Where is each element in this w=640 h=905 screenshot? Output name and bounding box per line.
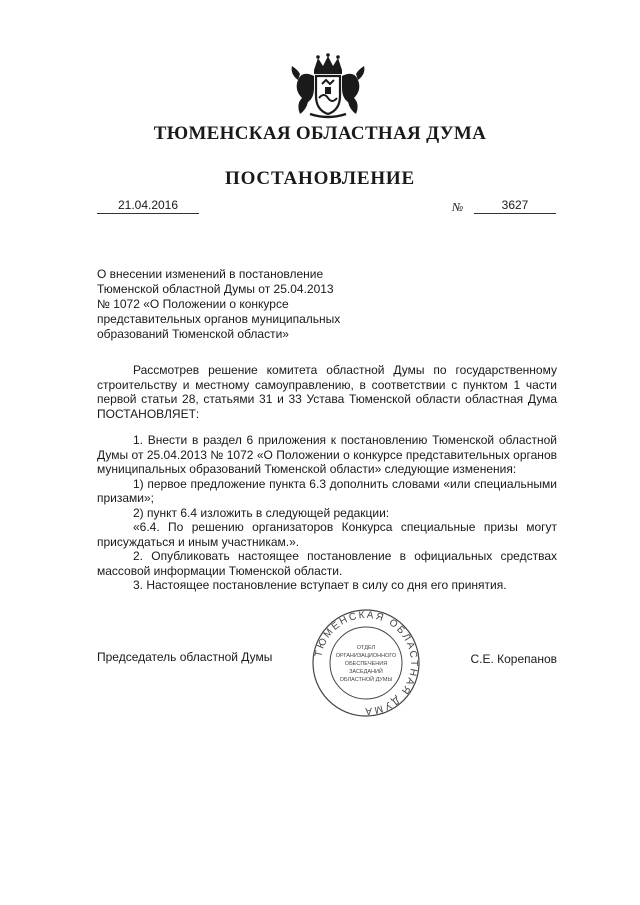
tyumen-coat-of-arms-icon	[286, 52, 370, 122]
body-paragraph: Рассмотрев решение комитета областной Думы по государственному строительству и местному самоуправлению, в соответствии с пунктом 1 части первой статьи 28, статьями 31 и 33 Устава Тюменской области областная Дума ПОСТАНОВЛЯЕТ:	[97, 363, 557, 421]
organization-title: ТЮМЕНСКАЯ ОБЛАСТНАЯ ДУМА	[153, 123, 487, 144]
subject-line: О внесении изменений в постановление	[97, 267, 324, 281]
svg-text:ОБЛАСТНОЙ ДУМЫ: ОБЛАСТНОЙ ДУМЫ	[339, 677, 393, 683]
svg-text:ТЮМЕНСКАЯ ОБЛАСТНАЯ ДУМА: ТЮМЕНСКАЯ ОБЛАСТНАЯ ДУМА	[313, 609, 420, 717]
signatory-title: Председатель областной Думы	[97, 650, 273, 664]
subject-line: № 1072 «О Положении о конкурсе	[97, 297, 289, 311]
svg-text:ОРГАНИЗАЦИОННОГО: ОРГАНИЗАЦИОННОГО	[335, 653, 397, 659]
number-sign: №	[452, 200, 464, 214]
body-paragraph: 1. Внести в раздел 6 приложения к постановлению Тюменской областной Думы от 25.04.2013 № 1072 «О Положении о конкурсе представительных органов муниципальных образований Тюменской области» следующие изменения:	[97, 433, 557, 476]
body-paragraph: 1) первое предложение пункта 6.3 дополнить словами «или специальными призами»;	[97, 476, 557, 505]
document-subject	[97, 267, 367, 342]
official-stamp	[310, 607, 422, 719]
signatory-name: С.Е. Корепанов	[470, 652, 557, 666]
document-date: 21.04.2016	[97, 197, 199, 214]
document-number: 3627	[474, 197, 556, 214]
document-body	[97, 363, 557, 593]
body-paragraph: 2. Опубликовать настоящее постановление в официальных средствах массовой информации Тюменской области.	[97, 549, 557, 578]
body-paragraph: «6.4. По решению организаторов Конкурса специальные призы могут присуждаться и иным участникам.».	[97, 520, 557, 549]
subject-line: представительных органов муниципальных	[97, 312, 341, 326]
subject-line: Тюменской областной Думы от 25.04.2013	[97, 282, 334, 296]
svg-text:ЗАСЕДАНИЙ: ЗАСЕДАНИЙ	[349, 669, 383, 675]
subject-line: образований Тюменской области»	[97, 327, 289, 341]
body-paragraph: 2) пункт 6.4 изложить в следующей редакции:	[133, 505, 390, 520]
svg-text:ОТДЕЛ: ОТДЕЛ	[356, 645, 376, 651]
svg-text:ОБЕСПЕЧЕНИЯ: ОБЕСПЕЧЕНИЯ	[344, 661, 388, 667]
document-type-heading: ПОСТАНОВЛЕНИЕ	[225, 168, 415, 189]
body-paragraph: 3. Настоящее постановление вступает в силу со дня его принятия.	[133, 578, 507, 592]
